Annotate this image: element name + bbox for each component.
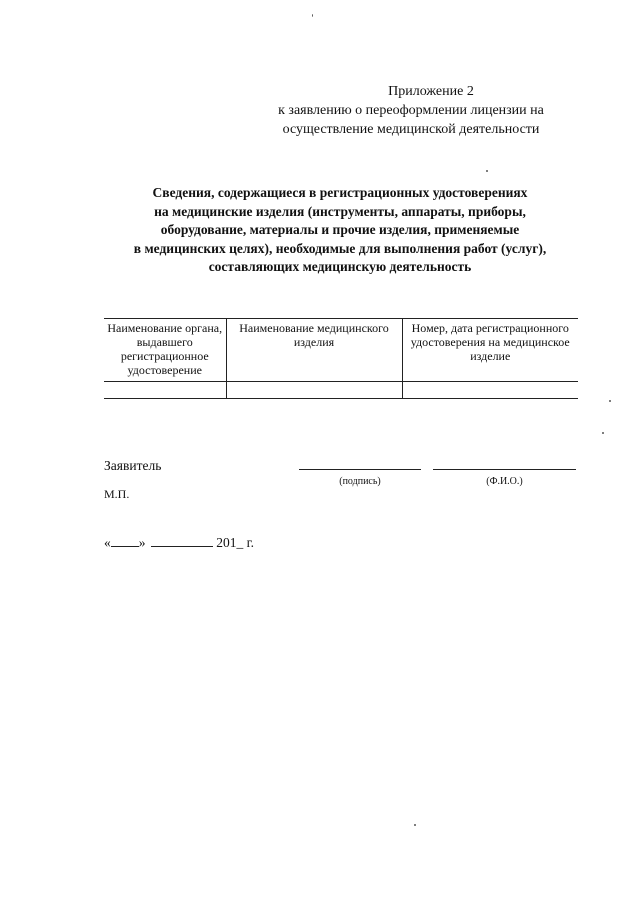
stamp-label: М.П.	[104, 487, 130, 501]
appendix-title: Приложение 2	[388, 84, 474, 99]
column-header-certificate-number-date: Номер, дата регистрационного удостоверения на медицинское изделие	[402, 319, 578, 382]
scan-speck	[414, 824, 416, 826]
table-cell[interactable]	[104, 382, 226, 399]
column-header-device-name: Наименование медицинского изделия	[226, 319, 402, 382]
scan-speck	[609, 400, 611, 402]
year-suffix: г.	[246, 535, 255, 550]
heading-line-5: составляющих медицинскую деятельность	[208, 259, 472, 274]
table-header-row	[104, 319, 578, 382]
month-blank[interactable]	[151, 545, 213, 547]
full-name-line[interactable]	[433, 469, 576, 470]
signature-caption: (подпись)	[339, 476, 381, 487]
document-heading	[100, 184, 580, 277]
scan-speck	[602, 432, 604, 434]
heading-line-2: на медицинские изделия (инструменты, аппараты, приборы,	[154, 203, 526, 219]
date-open-quote: «	[104, 535, 111, 550]
heading-line-3: оборудование, материалы и прочие изделия, применяемые	[160, 222, 520, 237]
scan-speck	[312, 14, 313, 17]
registration-table	[104, 318, 578, 399]
table-cell[interactable]	[226, 382, 402, 399]
date-close-quote: »	[138, 535, 146, 550]
table-cell[interactable]	[402, 382, 578, 399]
heading-line-1: Сведения, содержащиеся в регистрационных удостоверениях	[152, 185, 528, 200]
full-name-caption: (Ф.И.О.)	[486, 476, 523, 487]
day-blank[interactable]	[111, 545, 139, 547]
signature-line[interactable]	[299, 469, 421, 470]
scan-speck	[486, 170, 488, 172]
applicant-label: Заявитель	[104, 458, 162, 473]
date-line	[104, 535, 254, 551]
table-row[interactable]	[104, 382, 578, 399]
column-header-issuing-authority: Наименование органа, выдавшего регистрационное удостоверение	[104, 319, 226, 382]
appendix-note	[246, 82, 576, 139]
heading-line-4: в медицинских целях), необходимые для выполнения работ (услуг),	[133, 240, 547, 256]
appendix-line-2: осуществление медицинской деятельности	[282, 122, 540, 137]
appendix-line-1: к заявлению о переоформлении лицензии на	[278, 103, 544, 118]
year-prefix: 201_	[216, 535, 244, 550]
